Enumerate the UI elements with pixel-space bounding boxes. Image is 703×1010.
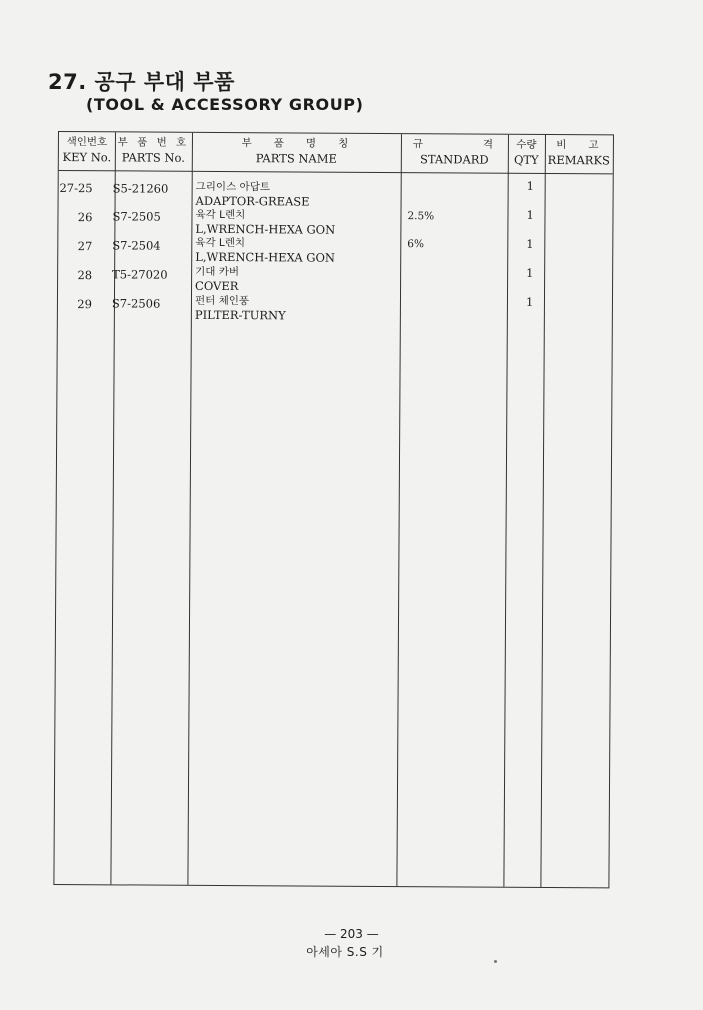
row-qty: 1 (526, 207, 534, 222)
header-parts-no (115, 135, 192, 165)
section-title-korean: 27. 공구 부대 부품 (48, 70, 235, 94)
row-key-no: 29 (77, 297, 92, 312)
part-name-english: L,WRENCH-HEXA GON (195, 249, 336, 265)
part-name-korean: 펀터 체인풍 (194, 294, 250, 308)
row-part-name (195, 294, 286, 323)
part-name-korean: 그리이스 아답트 (195, 180, 271, 194)
row-part-no: S7-2504 (112, 238, 161, 253)
header-parts-no-ko: 부 품 번 호 (117, 136, 190, 149)
column-divider (503, 135, 509, 887)
row-part-name (196, 180, 310, 209)
part-name-korean: 기대 카버 (195, 265, 240, 279)
page-number: — 203 — (324, 927, 379, 941)
header-parts-name-ko: 부 품 명 칭 (241, 137, 352, 150)
section-title-english: (TOOL & ACCESSORY GROUP) (86, 95, 364, 114)
row-part-no: T5-27020 (112, 267, 168, 282)
header-standard-en: STANDARD (419, 152, 489, 167)
header-remarks-ko: 비 고 (556, 139, 602, 152)
column-divider (396, 134, 402, 886)
row-part-no: S7-2505 (112, 209, 161, 224)
row-part-name (195, 208, 335, 237)
header-parts-name (192, 136, 401, 167)
part-name-korean: 육각 L렌치 (195, 236, 246, 250)
row-qty: 1 (525, 294, 534, 309)
header-qty-en: QTY (513, 152, 539, 167)
header-standard (401, 137, 508, 168)
row-qty: 1 (526, 178, 535, 193)
header-remarks (545, 138, 613, 168)
part-name-korean: 육각 L렌치 (195, 208, 246, 222)
header-key-no (59, 135, 115, 165)
row-standard: 6% (407, 238, 425, 251)
header-divider (59, 170, 613, 174)
row-part-no: S7-2506 (111, 296, 161, 311)
row-standard: 2.5% (407, 210, 435, 223)
row-key-no: 27 (77, 239, 93, 254)
row-part-name (195, 265, 239, 293)
header-parts-no-en: PARTS No. (121, 150, 185, 165)
row-part-name (195, 236, 335, 265)
company-name: 아세아 S.S 기 (306, 945, 384, 959)
part-name-english: ADAPTOR-GREASE (195, 193, 310, 209)
part-name-english: PILTER-TURNY (194, 307, 286, 323)
row-key-no: 27-25 (59, 181, 93, 196)
row-key-no: 26 (77, 210, 93, 225)
header-qty-ko: 수량 (516, 138, 537, 151)
row-key-no: 28 (77, 268, 93, 283)
column-divider (540, 135, 546, 887)
part-name-english: COVER (195, 278, 239, 294)
header-qty (508, 138, 545, 168)
row-qty: 1 (526, 265, 534, 280)
row-qty: 1 (526, 236, 534, 251)
parts-table (53, 131, 614, 888)
part-name-english: L,WRENCH-HEXA GON (195, 221, 336, 237)
scan-speck (494, 960, 497, 963)
header-key-no-en: KEY No. (62, 150, 112, 165)
header-parts-name-en: PARTS NAME (255, 151, 337, 166)
column-divider (187, 133, 193, 885)
header-key-no-ko: 색인번호 (66, 136, 108, 149)
header-remarks-en: REMARKS (547, 152, 610, 168)
row-part-no: S5-21260 (112, 181, 169, 196)
header-standard-ko: 규 격 (412, 138, 497, 151)
